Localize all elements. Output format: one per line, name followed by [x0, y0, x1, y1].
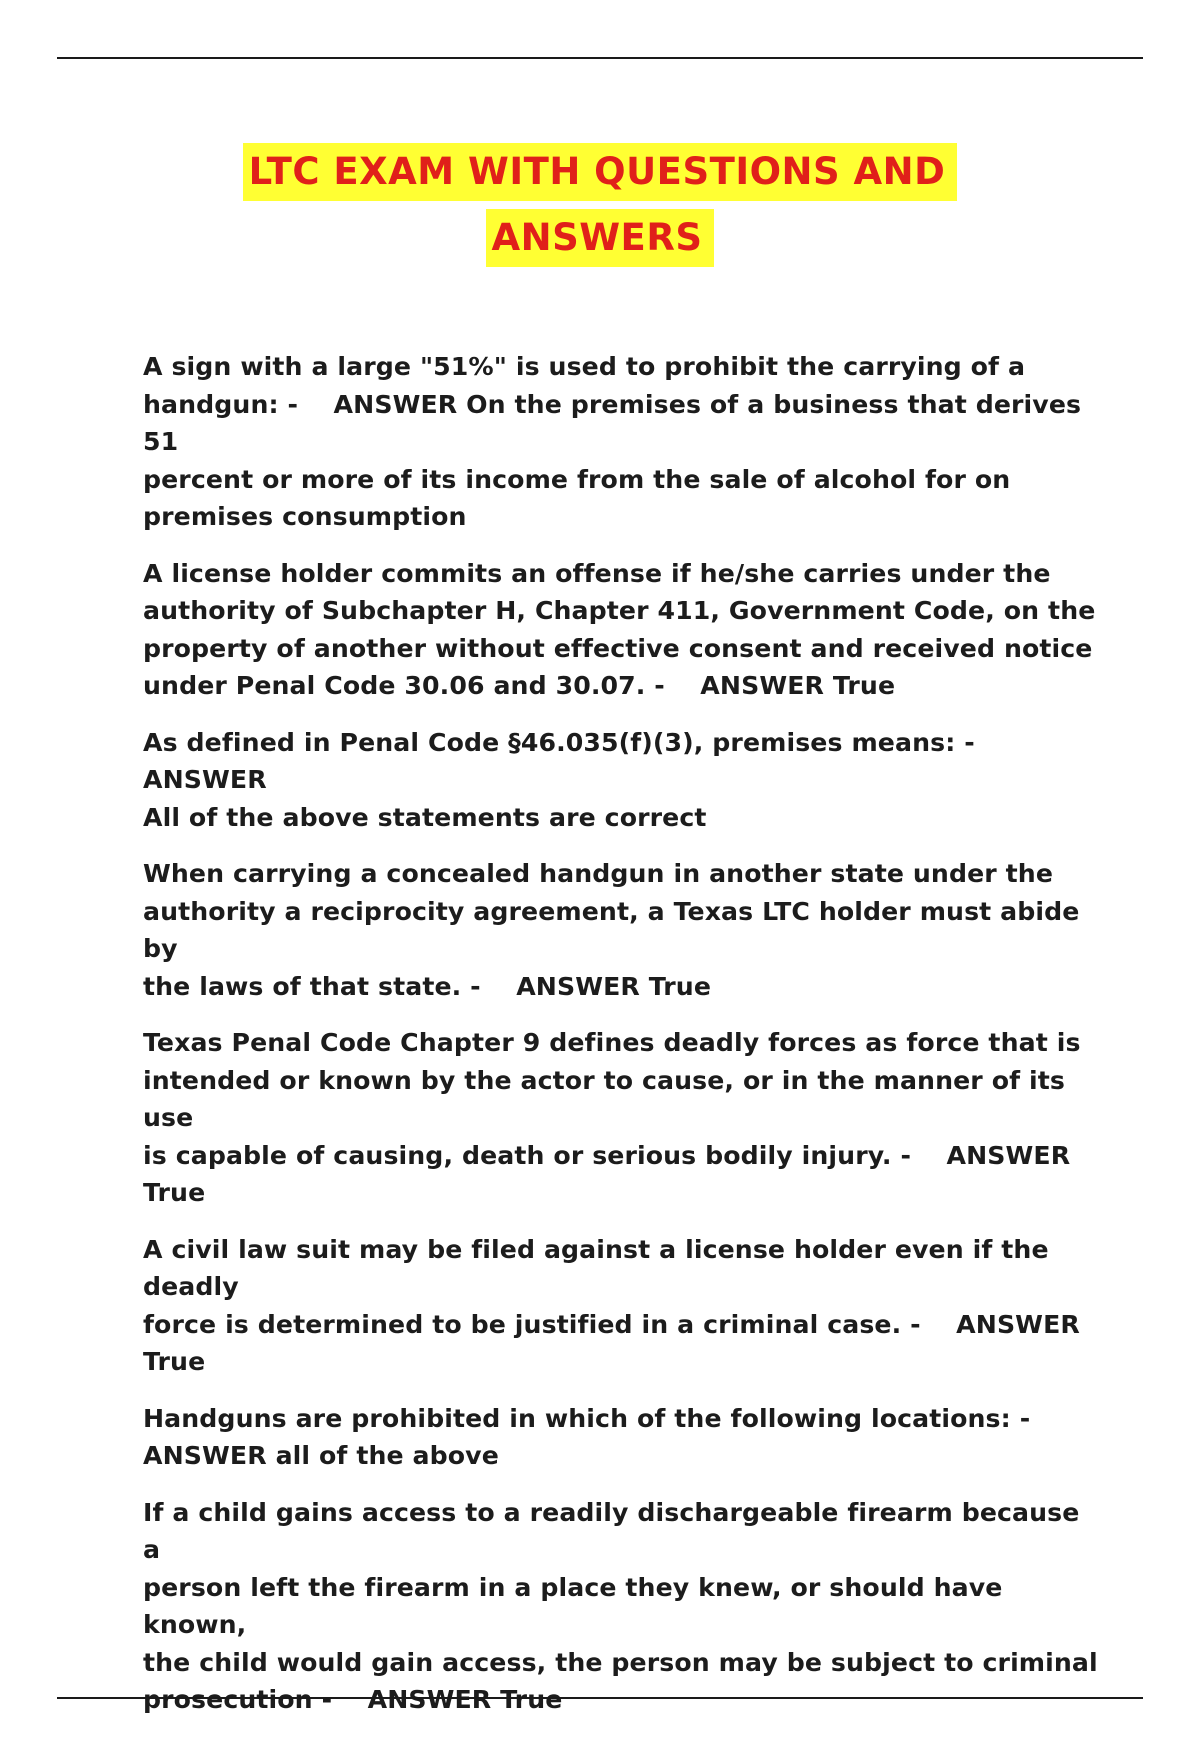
qa-item: As defined in Penal Code §46.035(f)(3), premises means: - ANSWER All of the above statements are correct: [143, 727, 975, 832]
document-title: [0, 143, 1200, 267]
title-line-1: LTC EXAM WITH QUESTIONS AND: [243, 143, 958, 201]
title-line-2: ANSWERS: [486, 209, 715, 267]
qa-item: A civil law suit may be filed against a license holder even if the deadly force is determined to be justified in a criminal case. - ANSWER True: [143, 1234, 1080, 1376]
qa-item: Texas Penal Code Chapter 9 defines deadly forces as force that is intended or known by the actor to cause, or in the manner of its use is capable of causing, death or serious bodily injury. - ANSWER True: [143, 1028, 1081, 1207]
qa-item: When carrying a concealed handgun in another state under the authority a reciprocity agreement, a Texas LTC holder must abide by the laws of that state. - ANSWER True: [143, 859, 1080, 1001]
footer-rule: [57, 1697, 1143, 1699]
qa-list: [143, 348, 1103, 1738]
header-rule: [57, 57, 1143, 59]
qa-item: A sign with a large "51%" is used to prohibit the carrying of a handgun: - ANSWER On the premises of a business that derives 51 percent or more of its income from the sale of alcohol for on premises consumption: [143, 352, 1082, 531]
qa-item: If a child gains access to a readily dischargeable firearm because a person left the firearm in a place they knew, or should have known, the child would gain access, the person may be subject to criminal prosecution - ANSWER True: [143, 1497, 1098, 1714]
qa-item: A license holder commits an offense if he/she carries under the authority of Subchapter H, Chapter 411, Government Code, on the property of another without effective consent and received notice under Penal Code 30.06 and 30.07. - ANSWER True: [143, 558, 1096, 700]
qa-item: Handguns are prohibited in which of the following locations: - ANSWER all of the above: [143, 1403, 1031, 1470]
